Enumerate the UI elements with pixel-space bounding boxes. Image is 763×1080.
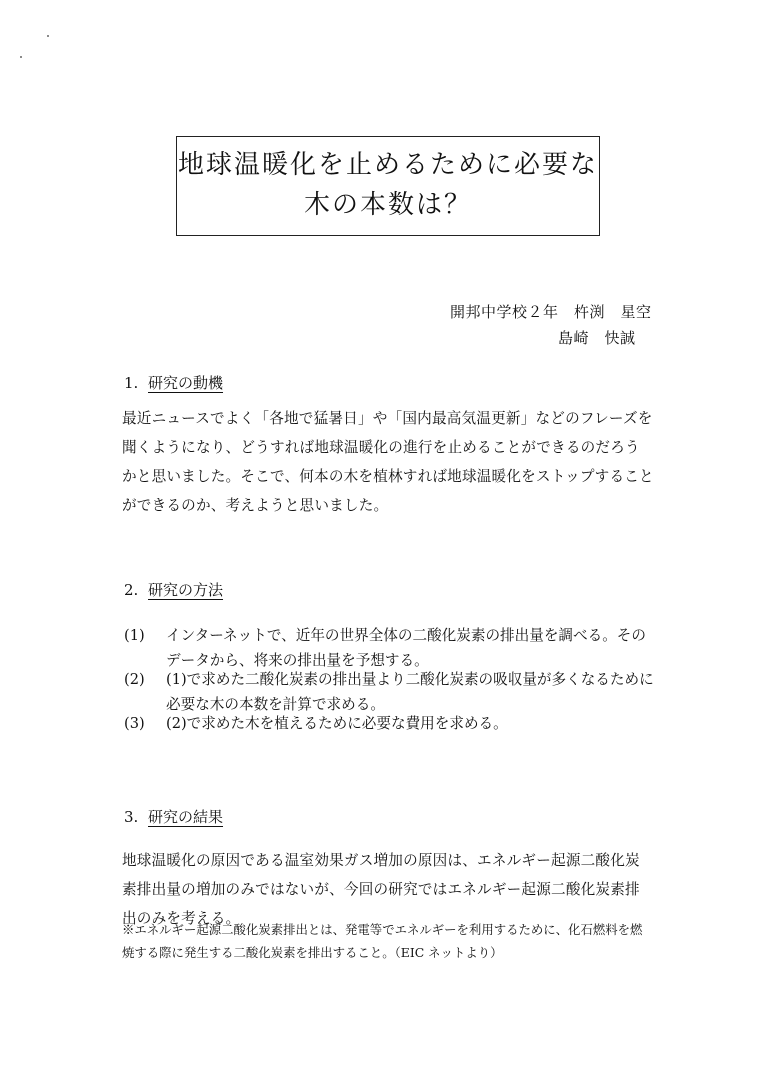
author-line-1: 開邦中学校２年 杵渕 星空 (450, 303, 652, 321)
section-2-heading (124, 579, 223, 600)
title-line-2: 木の本数は？ (303, 190, 472, 220)
method-item-2 (124, 667, 654, 717)
title-box (176, 136, 600, 236)
section-number: 1. (124, 374, 139, 392)
section-3-heading (124, 806, 223, 827)
section-number: 3. (124, 808, 139, 826)
section-1-heading (124, 372, 223, 393)
method-item-1 (124, 623, 654, 673)
list-text: (2)で求めた木を植えるために必要な費用を求める。 (166, 715, 508, 732)
method-item-3 (124, 711, 654, 736)
list-number: (2) (124, 671, 145, 688)
list-text: (1)で求めた二酸化炭素の排出量より二酸化炭素の吸収量が多くなるために必要な木の本数を計算で求める。 (166, 671, 654, 713)
section-3-body: 地球温暖化の原因である温室効果ガス増加の原因は、エネルギー起源二酸化炭素排出量の増加のみではないが、今回の研究ではエネルギー起源二酸化炭素排出のみを考える。 (122, 852, 640, 927)
title-line-1: 地球温暖化を止めるために必要な (177, 150, 598, 180)
scan-speck (20, 56, 22, 58)
section-title: 研究の結果 (148, 808, 224, 826)
scan-speck (47, 35, 49, 37)
list-number: (1) (124, 627, 145, 644)
section-number: 2. (124, 581, 139, 599)
section-3-note: ※エネルギー起源二酸化炭素排出とは、発電等でエネルギーを利用するために、化石燃料を燃焼する際に発生する二酸化炭素を排出すること。（EIC ネットより） (122, 922, 643, 960)
section-title: 研究の方法 (148, 581, 224, 599)
section-1-body: 最近ニュースでよく「各地で猛暑日」や「国内最高気温更新」などのフレーズを聞くようになり、どうすれば地球温暖化の進行を止めることができるのだろうかと思いました。そこで、何本の木を植林すれば地球温暖化をストップすることができるのか、考えようと思いました。 (122, 410, 654, 514)
list-number: (3) (124, 715, 145, 732)
author-line-2: 島崎 快誠 (558, 329, 636, 347)
section-title: 研究の動機 (148, 374, 224, 392)
list-text: インターネットで、近年の世界全体の二酸化炭素の排出量を調べる。そのデータから、将来の排出量を予想する。 (166, 627, 646, 669)
